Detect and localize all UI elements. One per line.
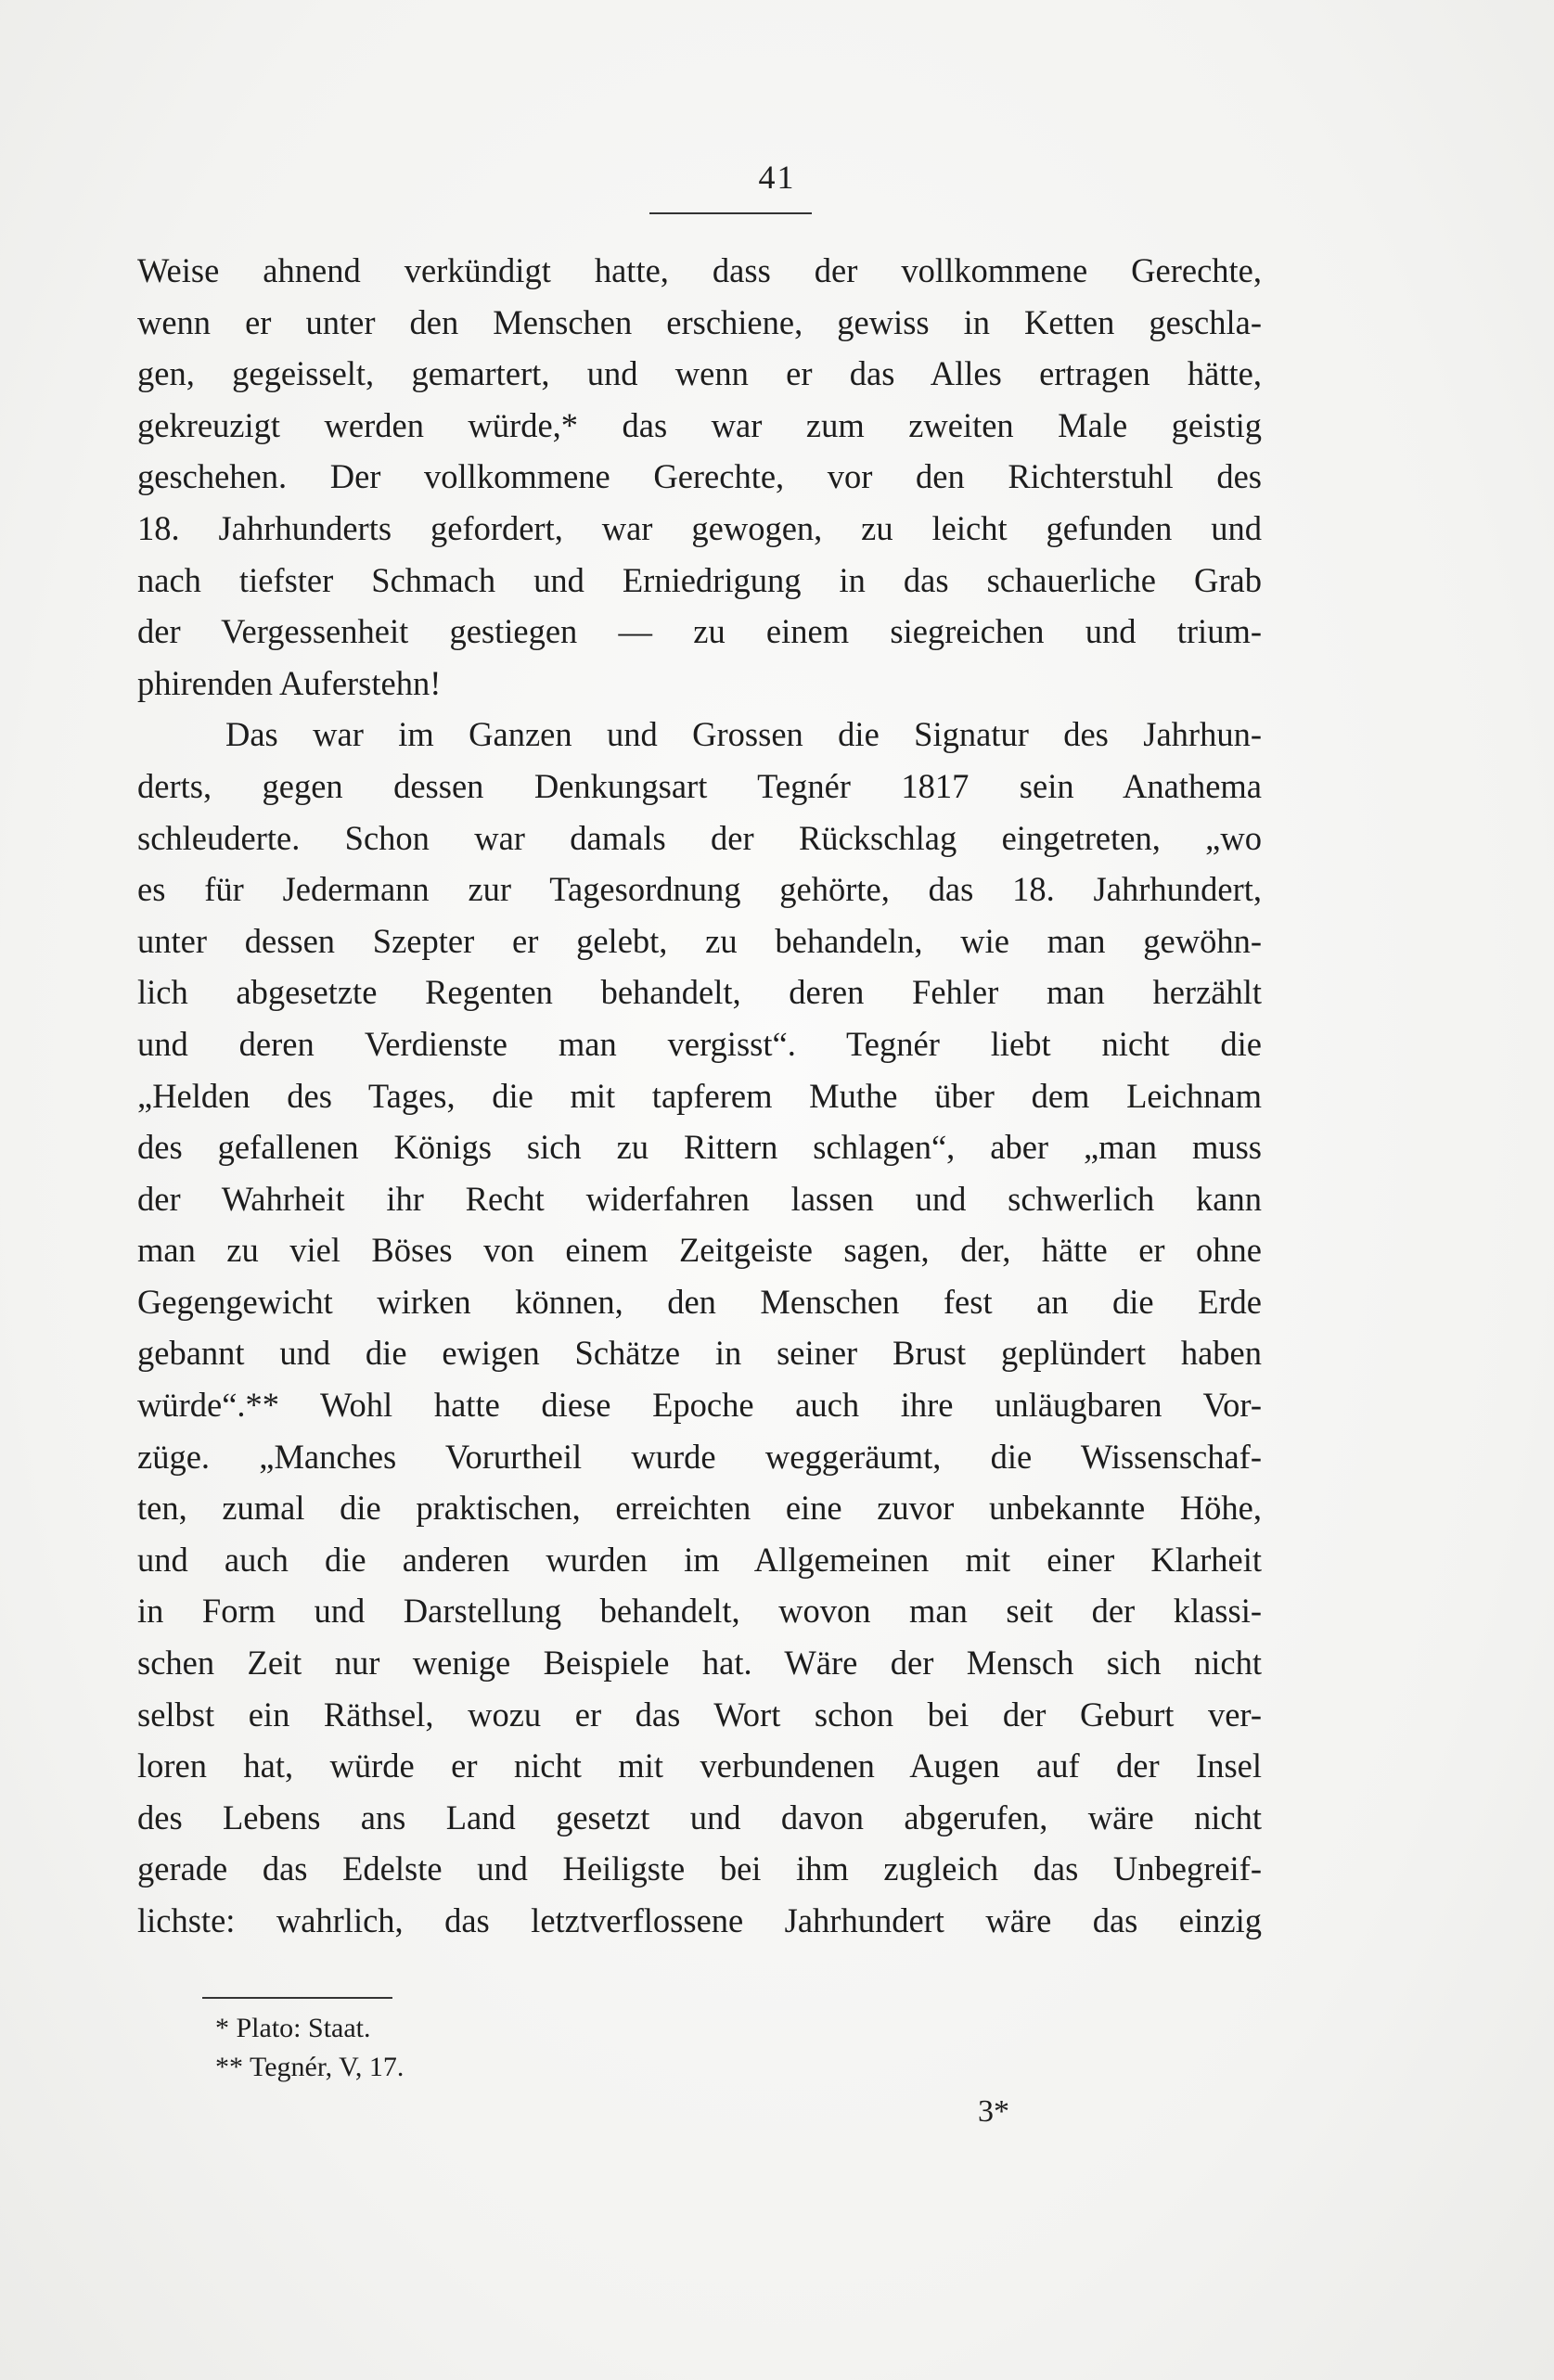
text-line: und deren Verdienste man vergisst“. Tegnér liebt nicht die [137, 1024, 1262, 1063]
text-line: der Vergessenheit gestiegen — zu einem siegreichen und trium- [137, 612, 1262, 651]
text-line: es für Jedermann zur Tagesordnung gehörte, das 18. Jahrhundert, [137, 870, 1262, 909]
text-line: lich abgesetzte Regenten behandelt, deren Fehler man herzählt [137, 973, 1262, 1012]
text-line: und auch die anderen wurden im Allgemeinen mit einer Klarheit [137, 1540, 1262, 1579]
text-line: in Form und Darstellung behandelt, wovon man seit der klassi- [137, 1592, 1262, 1631]
text-line: Gegengewicht wirken können, den Menschen fest an die Erde [137, 1282, 1262, 1321]
page-number: 41 [758, 159, 796, 196]
footnote: * Plato: Staat. [215, 2013, 371, 2043]
text-line: würde“.** Wohl hatte diese Epoche auch ihre unläugbaren Vor- [137, 1386, 1262, 1425]
text-line: geschehen. Der vollkommene Gerechte, vor den Richterstuhl des [137, 457, 1262, 496]
text-line: gekreuzigt werden würde,* das war zum zweiten Male geistig [137, 405, 1262, 444]
footnote: ** Tegnér, V, 17. [215, 2052, 405, 2082]
footnote-rule [202, 1997, 392, 1999]
text-line: schen Zeit nur wenige Beispiele hat. Wäre der Mensch sich nicht [137, 1644, 1262, 1683]
text-line: phirenden Auferstehn! [137, 663, 442, 702]
text-line: des gefallenen Königs sich zu Rittern schlagen“, aber „man muss [137, 1128, 1262, 1167]
text-line: schleuderte. Schon war damals der Rückschlag eingetreten, „wo [137, 818, 1262, 857]
text-line: ten, zumal die praktischen, erreichten eine zuvor unbekannte Höhe, [137, 1489, 1262, 1528]
text-line: loren hat, würde er nicht mit verbundenen Augen auf der Insel [137, 1747, 1262, 1785]
signature-mark: 3* [978, 2094, 1009, 2129]
text-line: unter dessen Szepter er gelebt, zu behandeln, wie man gewöhn- [137, 921, 1262, 960]
text-line: gebannt und die ewigen Schätze in seiner Brust geplündert haben [137, 1334, 1262, 1373]
text-line: 18. Jahrhunderts gefordert, war gewogen, zu leicht gefunden und [137, 508, 1262, 547]
text-line: wenn er unter den Menschen erschiene, gewiss in Ketten geschla- [137, 302, 1262, 341]
text-line: „Helden des Tages, die mit tapferem Muthe über dem Leichnam [137, 1076, 1262, 1115]
text-line: man zu viel Böses von einem Zeitgeiste sagen, der, hätte er ohne [137, 1231, 1262, 1270]
text-line: der Wahrheit ihr Recht widerfahren lassen und schwerlich kann [137, 1179, 1262, 1218]
text-line: lichste: wahrlich, das letztverflossene Jahrhundert wäre das einzig [137, 1901, 1262, 1939]
text-line: gen, gegeisselt, gemartert, und wenn er das Alles ertragen hätte, [137, 354, 1262, 393]
text-line: gerade das Edelste und Heiligste bei ihm zugleich das Unbegreif- [137, 1849, 1262, 1888]
footnotes [215, 2009, 772, 2087]
body-text [137, 245, 1262, 1947]
text-line: selbst ein Räthsel, wozu er das Wort schon bei der Geburt ver- [137, 1695, 1262, 1734]
text-line: nach tiefster Schmach und Erniedrigung in das schauerliche Grab [137, 560, 1262, 599]
text-line: des Lebens ans Land gesetzt und davon abgerufen, wäre nicht [137, 1798, 1262, 1836]
text-line: züge. „Manches Vorurtheil wurde weggeräumt, die Wissenschaf- [137, 1437, 1262, 1476]
text-line: Das war im Ganzen und Grossen die Signatur des Jahrhun- [225, 715, 1262, 754]
text-line: derts, gegen dessen Denkungsart Tegnér 1817 sein Anathema [137, 766, 1262, 805]
header-rule [649, 212, 812, 214]
text-line: Weise ahnend verkündigt hatte, dass der vollkommene Gerechte, [137, 251, 1262, 289]
